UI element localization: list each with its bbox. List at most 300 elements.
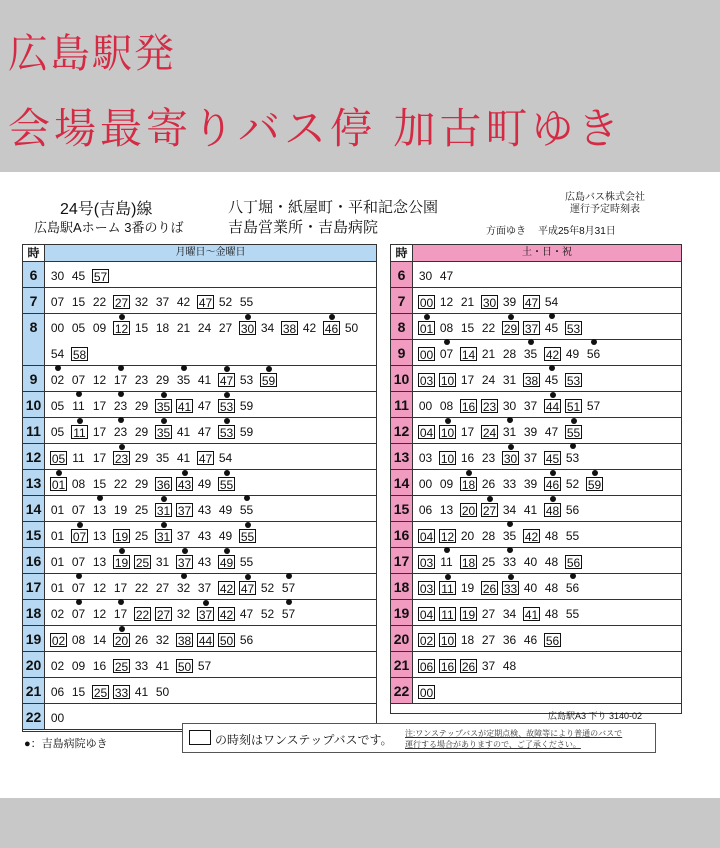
departure-minute: 17 — [92, 451, 107, 465]
departure-time — [50, 581, 65, 595]
departure-time — [155, 633, 170, 647]
departure-time-one-step — [155, 425, 172, 439]
hour-row — [23, 314, 376, 366]
yoshijima-hospital-dot-icon — [76, 391, 82, 397]
hero-banner — [0, 0, 720, 172]
departure-minute: 18 — [460, 633, 475, 647]
departure-minute: 32 — [155, 633, 170, 647]
departure-time — [92, 607, 107, 621]
departure-line — [418, 522, 586, 548]
departure-minute: 08 — [439, 399, 454, 413]
departure-minute: 15 — [460, 321, 475, 335]
departure-time — [523, 503, 538, 517]
departure-time — [134, 685, 149, 699]
departure-time — [155, 581, 170, 595]
hour-row — [23, 652, 376, 678]
departure-minute: 22 — [113, 477, 128, 491]
departure-time-one-step — [481, 295, 498, 309]
departure-time — [113, 399, 128, 413]
departure-time-one-step — [418, 295, 435, 309]
hour-label: 19 — [391, 600, 413, 625]
departure-time — [92, 373, 107, 387]
departure-minute: 23 — [113, 399, 128, 413]
departure-time-one-step — [92, 685, 109, 699]
hour-column-header: 時 — [23, 245, 45, 261]
departure-time — [418, 451, 433, 465]
departure-minute: 25 — [134, 529, 149, 543]
departure-line — [50, 262, 113, 288]
departure-minute: 42 — [545, 348, 560, 362]
departure-time — [565, 529, 580, 543]
effective-date: 平成25年8月31日 — [538, 226, 616, 237]
hour-row — [391, 678, 681, 704]
departure-minute: 49 — [197, 477, 212, 491]
departure-line — [418, 314, 586, 340]
hour-row — [391, 574, 681, 600]
departure-minute: 26 — [461, 660, 476, 674]
departure-time — [176, 373, 191, 387]
departure-minute: 29 — [503, 322, 518, 336]
departure-time — [418, 503, 433, 517]
yoshijima-hospital-dot-icon — [444, 547, 450, 553]
departure-time — [481, 373, 496, 387]
departure-time — [134, 399, 149, 413]
departure-minute: 40 — [523, 555, 538, 569]
departure-time — [460, 425, 475, 439]
departure-time-one-step — [502, 321, 519, 335]
departure-minute: 32 — [176, 581, 191, 595]
departure-time — [218, 529, 233, 543]
hero-title-destination: 会場最寄りバス停 加古町ゆき — [8, 104, 624, 153]
weekday-table — [22, 244, 377, 732]
departure-minute: 13 — [92, 529, 107, 543]
departure-minute: 05 — [50, 425, 65, 439]
departure-time-one-step — [176, 503, 193, 517]
departure-minute: 32 — [176, 607, 191, 621]
departure-minute: 44 — [545, 400, 560, 414]
departure-time — [50, 503, 65, 517]
departure-minute: 30 — [50, 269, 65, 283]
yoshijima-hospital-dot-icon — [161, 418, 167, 424]
yoshijima-hospital-dot-icon — [56, 470, 62, 476]
departure-time — [50, 321, 65, 335]
departure-time — [439, 399, 454, 413]
departure-time-one-step — [418, 373, 435, 387]
hour-row — [23, 574, 376, 600]
departure-minute: 43 — [197, 555, 212, 569]
hour-label: 11 — [391, 392, 413, 417]
departure-time — [502, 659, 517, 673]
departure-time — [71, 399, 86, 413]
departure-time-one-step — [460, 555, 477, 569]
departure-minute: 19 — [461, 608, 476, 622]
departure-time — [481, 451, 496, 465]
departure-line — [418, 600, 586, 626]
departure-minute: 35 — [176, 373, 191, 387]
departure-minute: 01 — [51, 478, 66, 492]
departure-time — [523, 477, 538, 491]
departure-time — [134, 451, 149, 465]
departure-time-one-step — [113, 555, 130, 569]
departure-minute: 54 — [218, 451, 233, 465]
departure-time — [439, 321, 454, 335]
hour-label: 17 — [23, 574, 45, 599]
departure-time-one-step — [197, 295, 214, 309]
departure-minute: 35 — [156, 426, 171, 440]
hour-label: 6 — [391, 262, 413, 287]
departure-time — [113, 581, 128, 595]
departure-minute: 20 — [460, 529, 475, 543]
destination-via: 八丁堀・紙屋町・平和記念公園 — [228, 199, 439, 216]
departure-time-one-step — [92, 269, 109, 283]
departure-minute: 05 — [71, 321, 86, 335]
departure-minute: 41 — [176, 451, 191, 465]
departure-line — [418, 262, 460, 288]
departure-minute: 48 — [544, 529, 559, 543]
departure-time — [50, 685, 65, 699]
yoshijima-hospital-dot-icon — [119, 626, 125, 632]
departure-minute: 28 — [481, 529, 496, 543]
departure-time — [502, 373, 517, 387]
departure-minute: 13 — [92, 555, 107, 569]
departure-line — [418, 470, 607, 496]
departure-minute: 02 — [50, 373, 65, 387]
yoshijima-hospital-dot-icon — [550, 496, 556, 502]
departure-minute: 11 — [440, 555, 453, 569]
departure-minute: 08 — [71, 477, 86, 491]
one-step-fine-print — [405, 728, 622, 750]
departure-minute: 55 — [240, 530, 255, 544]
hour-row — [23, 288, 376, 314]
departure-line — [50, 314, 365, 340]
departure-minute: 24 — [197, 321, 212, 335]
hour-label: 8 — [23, 314, 45, 365]
departure-time-one-step — [565, 373, 582, 387]
departure-line — [418, 288, 565, 314]
departure-time — [502, 633, 517, 647]
departure-minute: 53 — [219, 426, 234, 440]
departure-minute: 56 — [565, 503, 580, 517]
departure-minute: 45 — [545, 452, 560, 466]
departure-minute: 58 — [72, 348, 87, 362]
departure-minute: 29 — [134, 477, 149, 491]
departure-time — [71, 555, 86, 569]
departure-time — [155, 451, 170, 465]
departure-minute: 57 — [281, 607, 296, 621]
departure-time-one-step — [113, 529, 130, 543]
departure-minute: 16 — [440, 660, 455, 674]
hour-label: 13 — [391, 444, 413, 469]
departure-minute: 48 — [544, 555, 559, 569]
departure-minute: 46 — [545, 478, 560, 492]
departure-time — [281, 607, 296, 621]
departure-minute: 37 — [177, 556, 192, 570]
departure-minute: 16 — [92, 659, 107, 673]
departure-minute: 42 — [219, 582, 234, 596]
departure-minute: 17 — [460, 373, 475, 387]
departure-minute: 05 — [51, 452, 66, 466]
hour-label: 11 — [23, 418, 45, 443]
departure-time — [176, 451, 191, 465]
yoshijima-hospital-dot-icon — [182, 548, 188, 554]
departure-time — [134, 529, 149, 543]
fine-print-line-1: 注:ワンステップバスが定期点検、故障等により普通のバスで — [405, 729, 623, 738]
departure-minute: 50 — [219, 634, 234, 648]
departure-time-one-step — [176, 399, 193, 413]
departure-time — [239, 373, 254, 387]
departure-line — [50, 652, 218, 678]
hour-label: 14 — [391, 470, 413, 495]
departure-time-one-step — [50, 633, 67, 647]
yoshijima-hospital-dot-icon — [550, 392, 556, 398]
departure-time — [260, 607, 275, 621]
departure-minute: 49 — [218, 529, 233, 543]
holiday-header — [391, 245, 681, 262]
departure-time-one-step — [544, 451, 561, 465]
departure-time-one-step — [113, 685, 130, 699]
departure-minute: 04 — [419, 608, 434, 622]
departure-time — [71, 451, 86, 465]
departure-minute: 42 — [219, 608, 234, 622]
departure-line — [418, 444, 586, 470]
departure-time — [565, 451, 580, 465]
departure-time — [197, 321, 212, 335]
departure-time-one-step — [565, 425, 582, 439]
departure-time — [71, 269, 86, 283]
departure-minute: 52 — [565, 477, 580, 491]
departure-minute: 46 — [523, 633, 538, 647]
departure-time — [92, 633, 107, 647]
departure-time-one-step — [418, 607, 435, 621]
departure-time-one-step — [176, 477, 193, 491]
departure-minute: 41 — [176, 425, 191, 439]
departure-minute: 59 — [239, 399, 254, 413]
departure-minute: 27 — [155, 581, 170, 595]
departure-time — [218, 451, 233, 465]
departure-time — [523, 425, 538, 439]
departure-time — [134, 633, 149, 647]
departure-time — [113, 503, 128, 517]
departure-time — [113, 425, 128, 439]
departure-time — [176, 321, 191, 335]
departure-minute: 56 — [545, 634, 560, 648]
hour-row — [391, 366, 681, 392]
yoshijima-hospital-dot-icon — [507, 417, 513, 423]
departure-time — [460, 295, 475, 309]
departure-minute: 11 — [441, 608, 454, 622]
departure-minute: 23 — [481, 451, 496, 465]
departure-minute: 54 — [544, 295, 559, 309]
departure-minute: 19 — [113, 503, 128, 517]
departure-time-one-step — [439, 581, 456, 595]
departure-minute: 01 — [50, 581, 65, 595]
departure-minute: 11 — [72, 399, 85, 413]
yoshijima-hospital-dot-icon — [55, 365, 61, 371]
yoshijima-hospital-dot-icon — [549, 313, 555, 319]
departure-line — [50, 600, 302, 626]
hour-row — [23, 444, 376, 470]
departure-time — [460, 321, 475, 335]
departure-time — [260, 581, 275, 595]
departure-minute: 47 — [239, 607, 254, 621]
departure-time-one-step — [218, 425, 235, 439]
departure-time — [113, 607, 128, 621]
hour-label: 16 — [23, 548, 45, 573]
route-name: 24号(吉島)線 — [60, 201, 153, 218]
departure-time — [92, 399, 107, 413]
departure-time-one-step — [418, 633, 435, 647]
departure-time — [260, 321, 275, 335]
departure-time — [502, 529, 517, 543]
departure-minute: 37 — [524, 322, 539, 336]
departure-minute: 37 — [523, 451, 538, 465]
departure-time-one-step — [239, 321, 256, 335]
hour-label: 19 — [23, 626, 45, 651]
departure-minute: 41 — [134, 685, 149, 699]
departure-minute: 12 — [92, 373, 107, 387]
departure-minute: 44 — [198, 634, 213, 648]
departure-time — [176, 581, 191, 595]
departure-minute: 40 — [523, 581, 538, 595]
departure-time-one-step — [460, 399, 477, 413]
departure-time — [71, 581, 86, 595]
departure-time — [50, 269, 65, 283]
departure-time — [239, 295, 254, 309]
hour-row — [23, 626, 376, 652]
departure-time-one-step — [565, 399, 582, 413]
departure-time-one-step — [218, 373, 235, 387]
departure-time — [50, 373, 65, 387]
departure-minute: 10 — [440, 452, 455, 466]
holiday-days-label: 土・日・祝 — [413, 245, 681, 261]
departure-minute: 22 — [134, 581, 149, 595]
departure-time-one-step — [134, 607, 151, 621]
departure-time — [197, 529, 212, 543]
departure-minute: 07 — [71, 503, 86, 517]
yoshijima-hospital-dot-icon — [549, 365, 555, 371]
hour-label: 6 — [23, 262, 45, 287]
hour-row — [23, 418, 376, 444]
departure-time-one-step — [439, 451, 456, 465]
departure-time — [239, 425, 254, 439]
departure-time-one-step — [502, 581, 519, 595]
departure-minute: 39 — [502, 295, 517, 309]
departure-time — [92, 503, 107, 517]
departure-time — [134, 477, 149, 491]
hour-label: 15 — [23, 522, 45, 547]
yoshijima-hospital-dot-icon — [508, 574, 514, 580]
departure-time-one-step — [155, 503, 172, 517]
departure-minute: 07 — [71, 607, 86, 621]
hour-row — [23, 496, 376, 522]
hour-label: 12 — [391, 418, 413, 443]
departure-time — [71, 321, 86, 335]
departure-minute: 48 — [545, 504, 560, 518]
holiday-table — [390, 244, 682, 714]
departure-minute: 01 — [50, 555, 65, 569]
hour-label: 18 — [23, 600, 45, 625]
departure-time — [460, 451, 475, 465]
departure-time-one-step — [155, 607, 172, 621]
departure-time — [176, 529, 191, 543]
departure-minute: 43 — [197, 529, 212, 543]
departure-minute: 03 — [419, 556, 434, 570]
departure-minute: 43 — [177, 478, 192, 492]
departure-minute: 01 — [50, 529, 65, 543]
departure-time — [197, 659, 212, 673]
departure-minute: 48 — [544, 581, 559, 595]
yoshijima-hospital-dot-icon — [466, 470, 472, 476]
yoshijima-hospital-dot-icon — [118, 391, 124, 397]
departure-time-one-step — [50, 451, 67, 465]
departure-minute: 12 — [114, 322, 129, 336]
hour-row — [23, 600, 376, 626]
departure-minute: 07 — [71, 581, 86, 595]
departure-time-one-step — [218, 607, 235, 621]
yoshijima-hospital-dot-icon — [161, 522, 167, 528]
departure-minute: 45 — [544, 321, 559, 335]
departure-minute: 11 — [72, 451, 85, 465]
departure-time — [565, 347, 580, 361]
hour-row — [391, 470, 681, 496]
departure-minute: 30 — [418, 269, 433, 283]
departure-minute: 00 — [419, 686, 434, 700]
departure-minute: 52 — [218, 295, 233, 309]
departure-minute: 07 — [71, 373, 86, 387]
departure-time — [565, 581, 580, 595]
hour-row — [391, 444, 681, 470]
hour-row — [391, 652, 681, 678]
departure-time — [50, 711, 65, 725]
departure-minute: 38 — [524, 374, 539, 388]
departure-time — [586, 399, 601, 413]
departure-minute: 19 — [460, 581, 475, 595]
departure-minute: 25 — [135, 556, 150, 570]
departure-minute: 57 — [281, 581, 296, 595]
departure-time-one-step — [418, 685, 435, 699]
departure-minute: 36 — [156, 478, 171, 492]
departure-line — [50, 288, 260, 314]
departure-minute: 35 — [155, 451, 170, 465]
hour-label: 9 — [391, 340, 413, 365]
departure-line — [50, 678, 176, 704]
departure-minute: 18 — [155, 321, 170, 335]
departure-time — [113, 373, 128, 387]
yoshijima-hospital-dot-icon — [507, 547, 513, 553]
departure-time — [481, 321, 496, 335]
departure-time — [218, 503, 233, 517]
departure-minute: 00 — [418, 477, 433, 491]
departure-minute: 49 — [219, 556, 234, 570]
departure-minute: 01 — [50, 503, 65, 517]
departure-time — [439, 477, 454, 491]
hour-label: 8 — [391, 314, 413, 339]
departure-time — [502, 295, 517, 309]
departure-minute: 35 — [156, 400, 171, 414]
departure-time-one-step — [481, 425, 498, 439]
hour-row — [391, 314, 681, 340]
departure-time — [92, 581, 107, 595]
departure-time — [134, 295, 149, 309]
departure-minute: 39 — [523, 477, 538, 491]
departure-minute: 47 — [240, 582, 255, 596]
departure-time — [155, 659, 170, 673]
departure-time — [502, 607, 517, 621]
departure-time — [544, 425, 559, 439]
departure-minute: 09 — [439, 477, 454, 491]
departure-minute: 02 — [50, 607, 65, 621]
hour-label: 7 — [391, 288, 413, 313]
